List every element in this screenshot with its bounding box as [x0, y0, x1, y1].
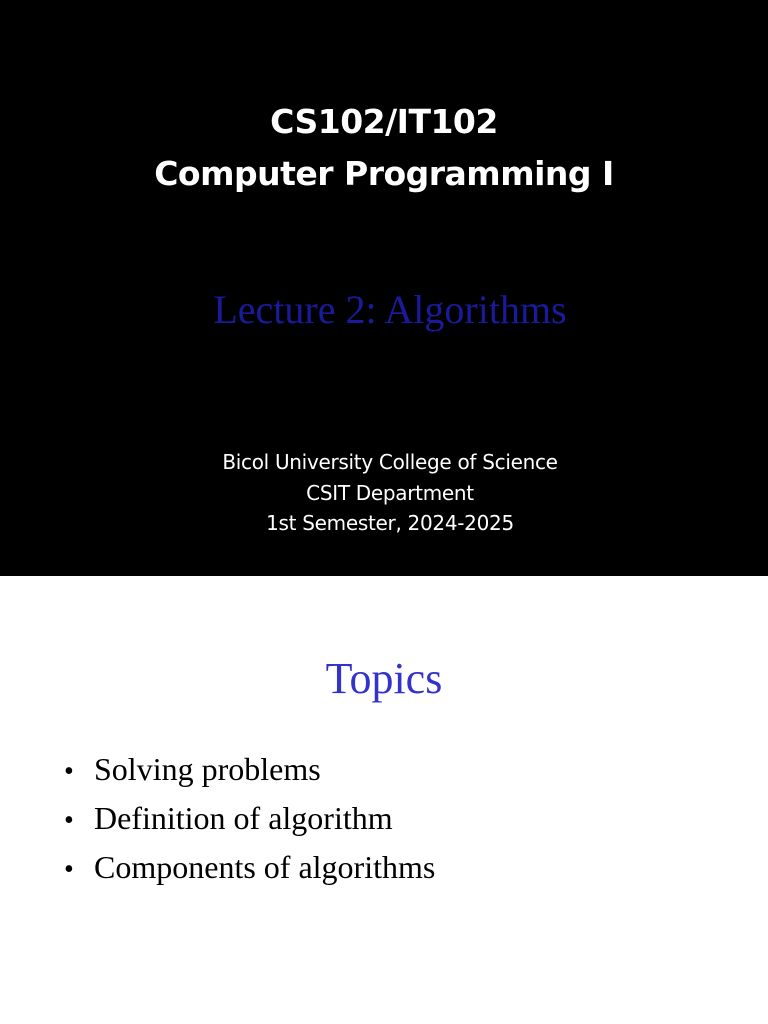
list-item-label: Components of algorithms	[94, 849, 436, 885]
list-item	[64, 747, 435, 796]
topics-list	[64, 747, 435, 894]
department-line: CSIT Department	[306, 481, 474, 505]
semester-line: 1st Semester, 2024-2025	[266, 511, 514, 535]
course-code: CS102/IT102	[270, 102, 498, 141]
university-line: Bicol University College of Science	[222, 450, 558, 474]
list-item	[64, 796, 435, 845]
bullet-icon: •	[64, 805, 74, 836]
topics-heading: Topics	[325, 654, 443, 703]
list-item-label: Solving problems	[94, 751, 321, 787]
bullet-icon: •	[64, 756, 74, 787]
lecture-title: Lecture 2: Algorithms	[213, 287, 567, 332]
list-item-label: Definition of algorithm	[94, 800, 393, 836]
list-item	[64, 845, 435, 894]
topics-slide	[0, 576, 768, 1024]
course-name: Computer Programming I	[154, 154, 614, 193]
bullet-icon: •	[64, 854, 74, 885]
